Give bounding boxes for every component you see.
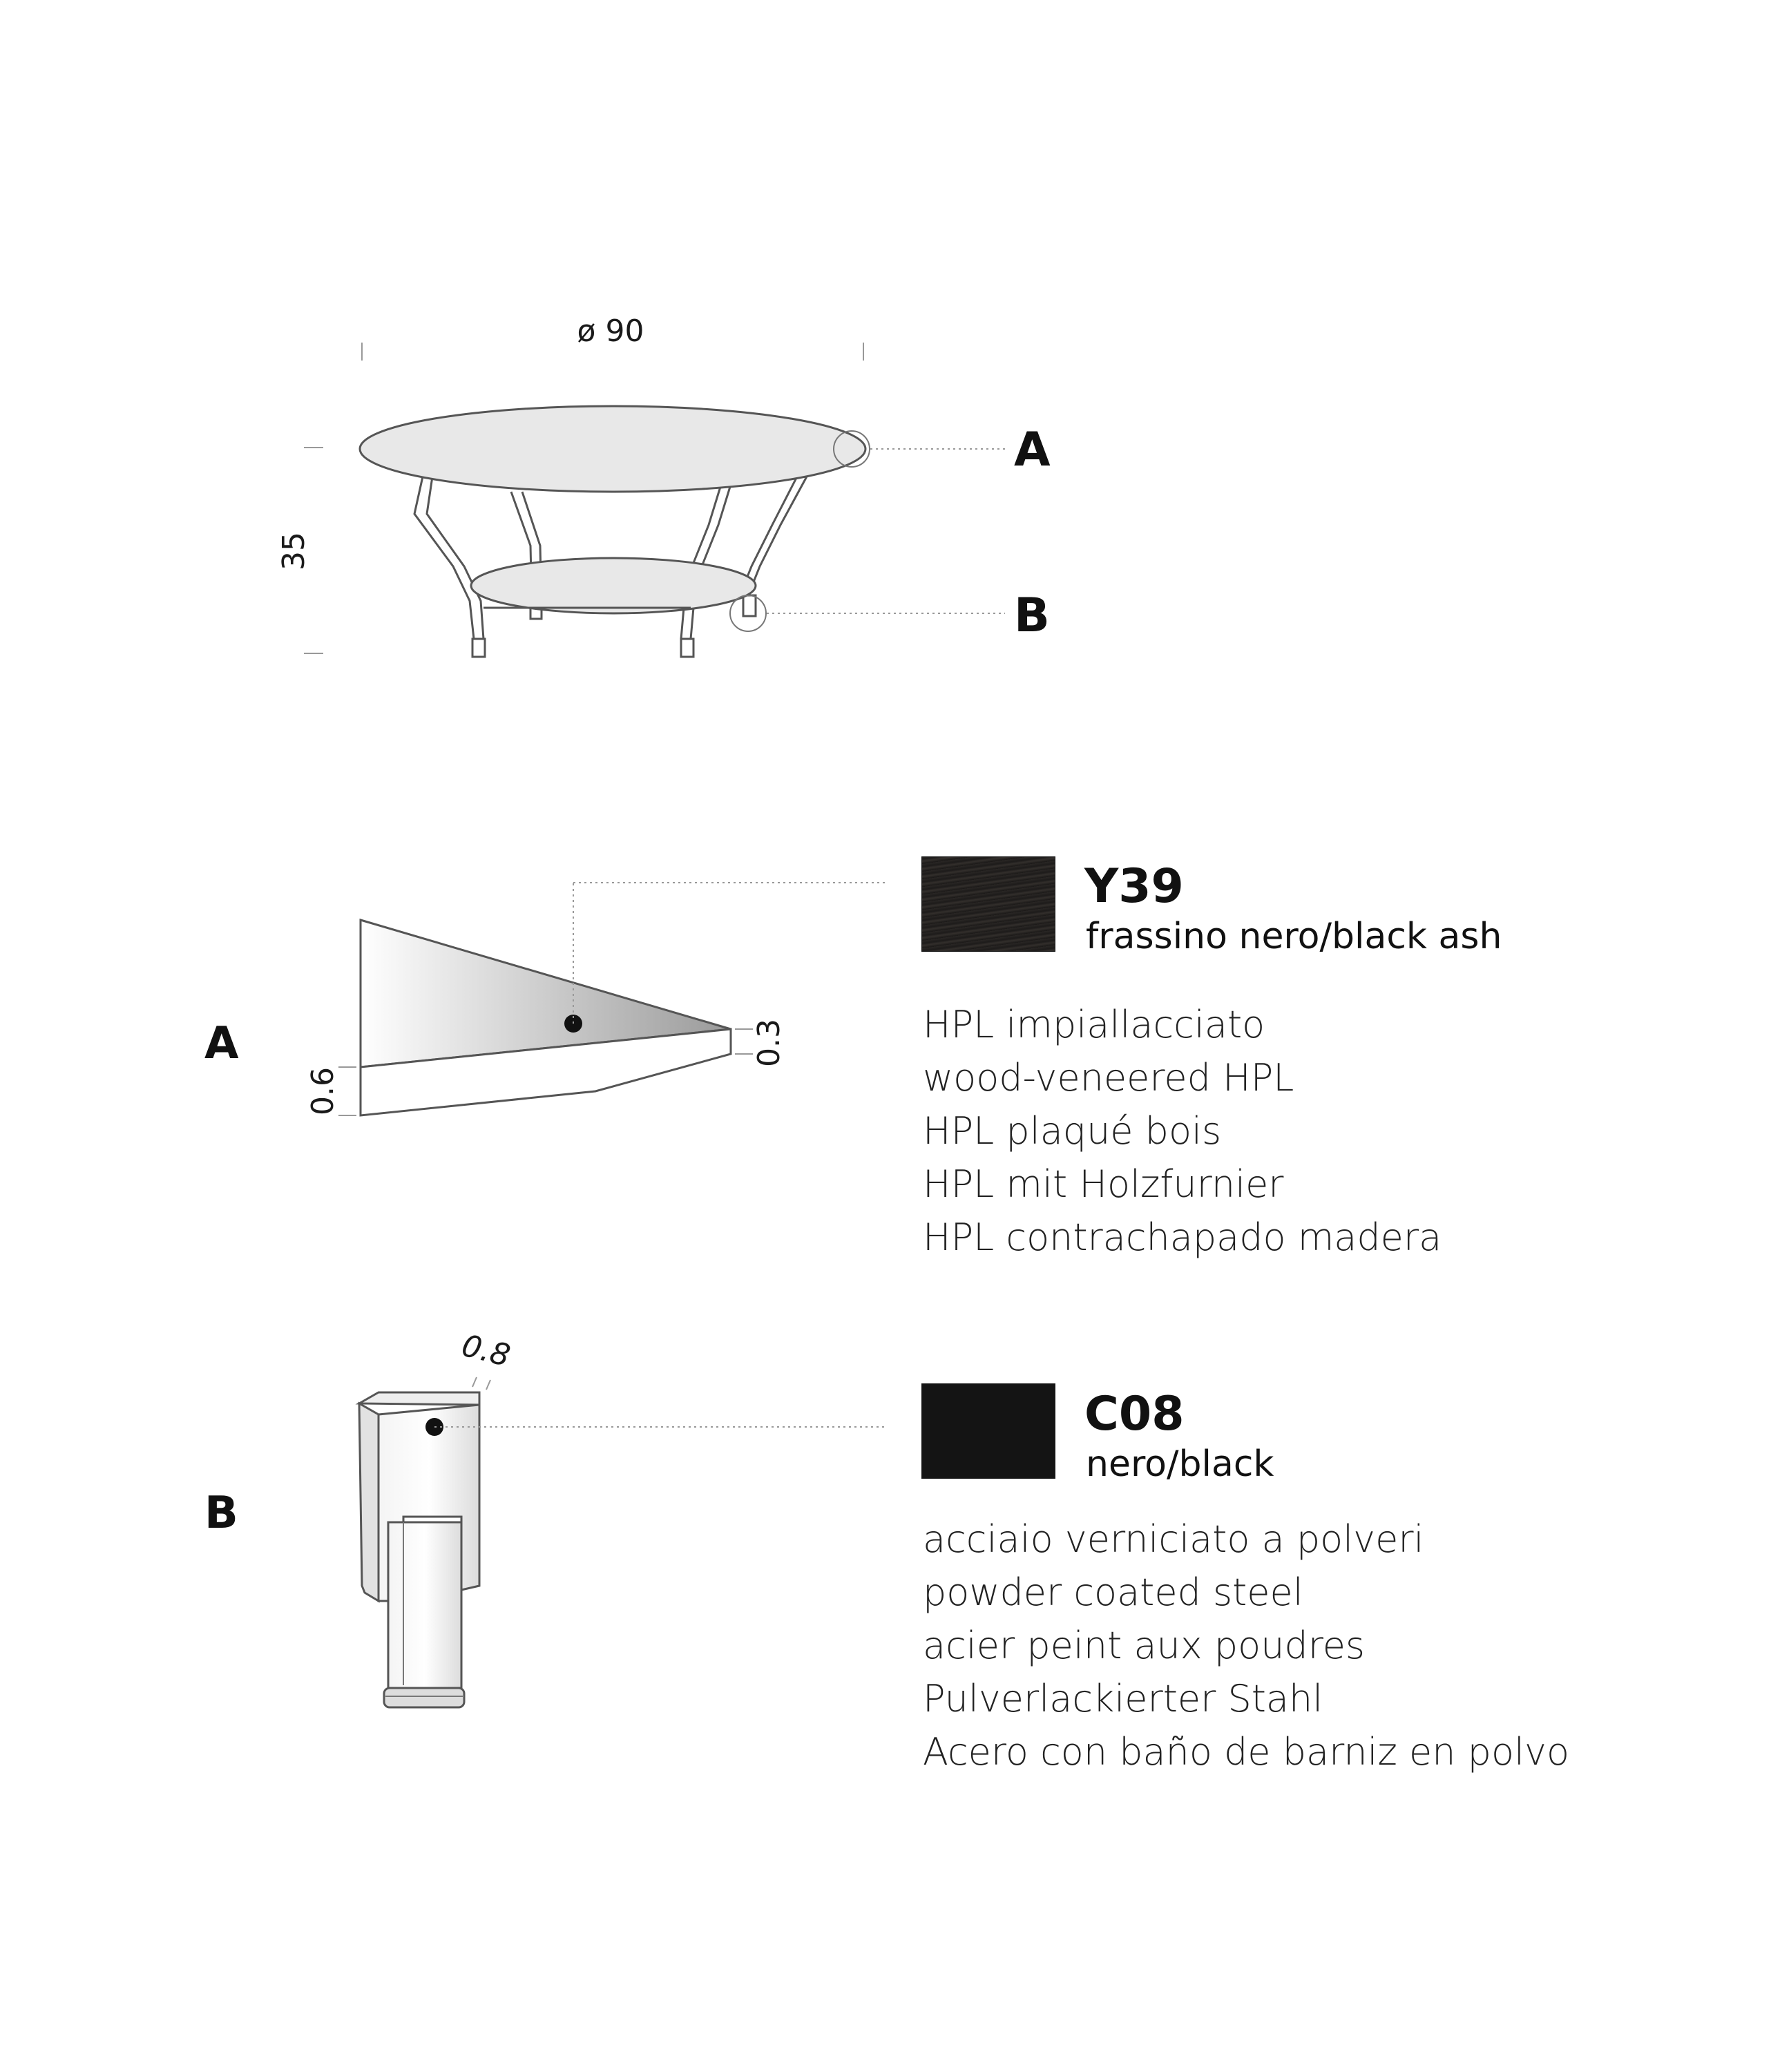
finish-b-code: C08 xyxy=(1084,1387,1185,1441)
finish-a-descriptions xyxy=(923,998,1442,1264)
detail-b-label: B xyxy=(204,1488,238,1539)
description-line: powder coated steel xyxy=(923,1571,1303,1614)
description-line: acier peint aux poudres xyxy=(923,1624,1366,1667)
diameter-label: ø 90 xyxy=(577,314,644,349)
description-line: HPL plaqué bois xyxy=(923,1109,1222,1153)
finish-a-name: frassino nero/black ash xyxy=(1086,916,1502,957)
detail-b-thickness: 0.8 xyxy=(458,1327,514,1374)
description-line: Acero con baño de barniz en polvo xyxy=(923,1730,1569,1774)
callout-a-label: A xyxy=(1014,423,1051,477)
table-top xyxy=(360,406,865,492)
finish-b-swatch xyxy=(921,1383,1055,1479)
detail-a-edge-profile xyxy=(204,883,888,1115)
description-line: HPL impiallacciato xyxy=(923,1003,1265,1046)
detail-a-label: A xyxy=(204,1018,239,1069)
description-line: wood-veneered HPL xyxy=(923,1056,1294,1100)
table-elevation xyxy=(276,314,1051,657)
callout-b-label: B xyxy=(1014,588,1050,643)
description-line: acciaio verniciato a polveri xyxy=(923,1517,1424,1561)
diameter-dimension xyxy=(362,314,863,361)
callout-b xyxy=(730,588,1050,643)
height-dimension xyxy=(276,448,323,653)
height-label: 35 xyxy=(276,532,312,570)
finish-a-swatch xyxy=(921,856,1055,952)
finish-a-code: Y39 xyxy=(1084,859,1184,914)
description-line: Pulverlackierter Stahl xyxy=(923,1677,1323,1720)
finish-b-descriptions xyxy=(923,1513,1569,1778)
description-line: HPL contrachapado madera xyxy=(923,1216,1442,1259)
detail-a-base-thickness: 0.6 xyxy=(305,1067,341,1115)
detail-a-tip-thickness: 0.3 xyxy=(752,1019,787,1067)
detail-b-foot xyxy=(204,1328,888,1707)
description-line: HPL mit Holzfurnier xyxy=(923,1162,1284,1206)
table-lower-shelf xyxy=(471,558,756,613)
finish-b-name: nero/black xyxy=(1086,1443,1274,1485)
